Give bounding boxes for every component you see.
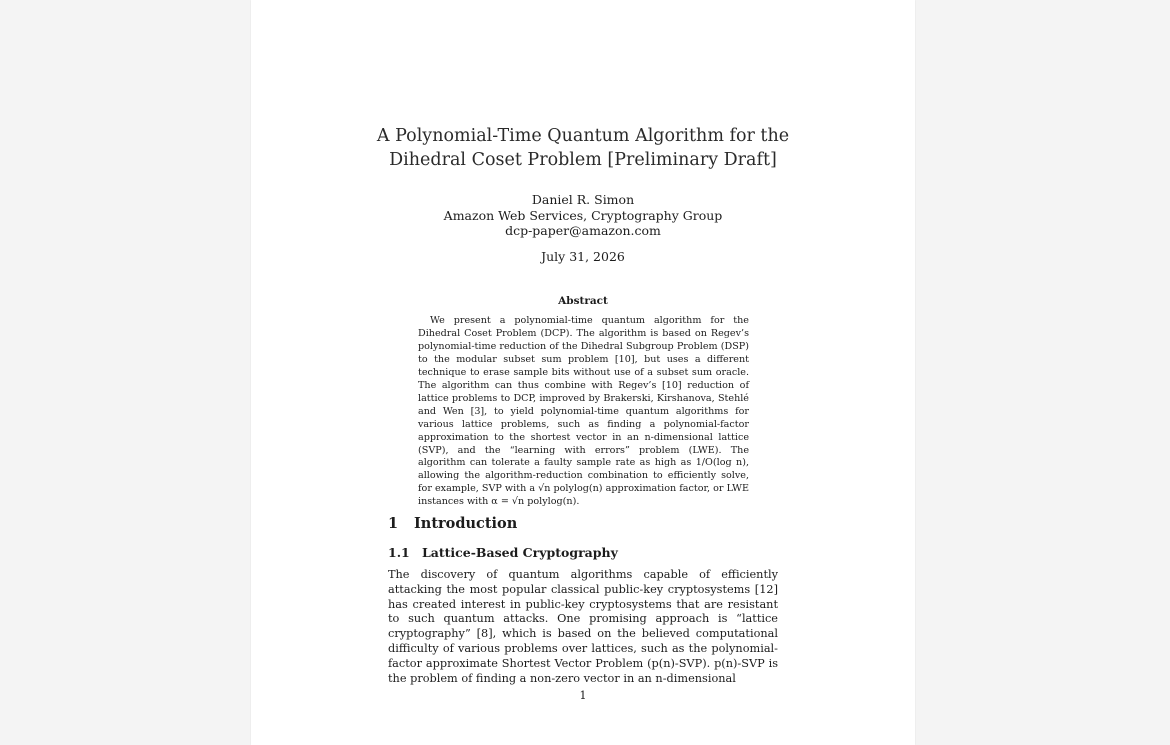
paper-title (251, 124, 915, 172)
section-title: Introduction (414, 515, 518, 532)
subsection-number: 1.1 (388, 545, 410, 560)
body-paragraph: The discovery of quantum algorithms capable of efficiently attacking the most popular classical public-key cryptosystems [12] has created interest in public-key cryptosystems that are resistant to such quantum attacks. One promising approach is “lattice cryptography” [8], which is based on the believed computational difficulty of various problems over lattices, such as the polynomial-factor approximate Shortest Vector Problem (p(n)-SVP). p(n)-SVP is the problem of finding a non-zero vector in an n-dimensional (388, 568, 778, 685)
page-number: 1 (579, 689, 587, 702)
abstract-heading: Abstract (558, 295, 608, 307)
section-number: 1 (388, 515, 399, 532)
title-line-2: Dihedral Coset Problem [Preliminary Draft] (389, 150, 777, 170)
author-block (251, 192, 915, 239)
title-line-1: A Polynomial-Time Quantum Algorithm for the (376, 126, 790, 146)
paper-date: July 31, 2026 (541, 249, 625, 264)
abstract-body (418, 315, 749, 509)
subsection-heading (388, 545, 618, 561)
author-email: dcp-paper@amazon.com (505, 223, 661, 238)
section-heading (388, 515, 517, 533)
author-affiliation: Amazon Web Services, Cryptography Group (443, 207, 723, 223)
author-name: Daniel R. Simon (531, 192, 635, 207)
abstract-text: We present a polynomial-time quantum algorithm for the Dihedral Coset Problem (DCP). The algorithm is based on Regev’s polynomial-time reduction of the Dihedral Subgroup Problem (DSP) to the modular subset sum problem [10], but uses a different technique to erase sample bits without use of a subset sum oracle. The algorithm can thus combine with Regev’s [10] reduction of lattice problems to DCP, improved by Brakerski, Kirshanova, Stehlé and Wen [3], to yield polynomial-time quantum algorithms for various lattice problems, such as finding a polynomial-factor approximation to the shortest vector in an n-dimensional lattice (SVP), and the “learning with errors” problem (LWE). The algorithm can tolerate a faulty sample rate as high as 1/O(log n), allowing the algorithm-reduction combination to efficiently solve, for example, SVP with a √n polylog(n) approximation factor, or LWE instances with α = √n polylog(n). (418, 315, 749, 508)
paper-page (251, 0, 915, 745)
subsection-title: Lattice-Based Cryptography (422, 545, 618, 560)
